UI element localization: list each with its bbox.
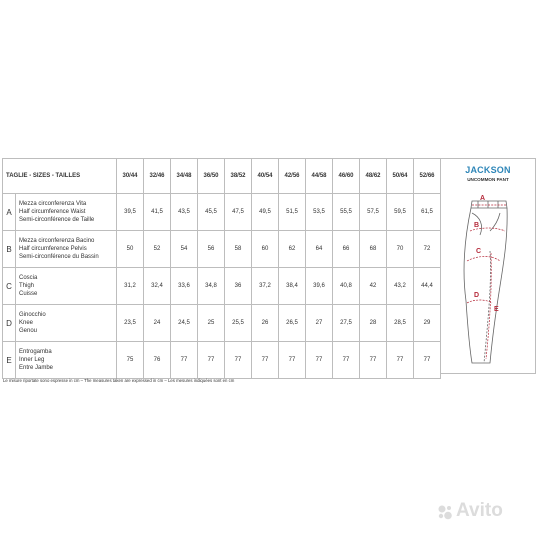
diagram-label-c: C <box>476 248 482 255</box>
table-cell: 77 <box>333 342 360 379</box>
row-description-line: Coscia <box>19 275 38 281</box>
table-header-label: TAGLIE - SIZES - TAILLES <box>3 159 117 194</box>
table-cell: 41,5 <box>144 194 171 231</box>
table-cell: 42 <box>360 268 387 305</box>
table-cell: 29 <box>414 305 441 342</box>
size-column-header: 46/60 <box>333 159 360 194</box>
table-cell: 77 <box>306 342 333 379</box>
size-column-header: 36/50 <box>198 159 225 194</box>
table-cell: 27 <box>306 305 333 342</box>
size-header-row <box>3 159 441 194</box>
table-cell: 37,2 <box>252 268 279 305</box>
table-cell: 77 <box>198 342 225 379</box>
table-cell: 54 <box>171 231 198 268</box>
table-row <box>3 342 441 379</box>
table-cell: 53,5 <box>306 194 333 231</box>
measurement-footnote: Le misure riportate sono espresse in cm – The measures taken are expressed in cm – Les mesures indiquées sont en cm <box>3 378 235 383</box>
size-column-header: 52/66 <box>414 159 441 194</box>
row-description <box>16 305 117 342</box>
table-cell: 76 <box>144 342 171 379</box>
table-cell: 77 <box>360 342 387 379</box>
table-cell: 47,5 <box>225 194 252 231</box>
table-cell: 59,5 <box>387 194 414 231</box>
table-cell: 55,5 <box>333 194 360 231</box>
table-cell: 33,6 <box>171 268 198 305</box>
table-cell: 31,2 <box>117 268 144 305</box>
row-description-line: Ginocchio <box>19 312 46 318</box>
size-column-header: 48/62 <box>360 159 387 194</box>
size-column-header: 38/52 <box>225 159 252 194</box>
table-row <box>3 305 441 342</box>
row-description <box>16 231 117 268</box>
size-column-header: 32/46 <box>144 159 171 194</box>
table-cell: 77 <box>171 342 198 379</box>
row-description-line: Knee <box>19 320 34 326</box>
size-column-header: 50/64 <box>387 159 414 194</box>
row-description-line: Entre Jambe <box>19 365 54 371</box>
row-description-line: Half circumference Pelvis <box>19 246 87 252</box>
table-cell: 66 <box>333 231 360 268</box>
row-description-line: Semi-circonférence de Taille <box>19 217 95 223</box>
row-description-line: Semi-circonférence du Bassin <box>19 254 99 260</box>
table-cell: 39,6 <box>306 268 333 305</box>
table-cell: 26,5 <box>279 305 306 342</box>
row-description-line: Thigh <box>19 283 35 289</box>
table-cell: 28 <box>360 305 387 342</box>
table-cell: 25 <box>198 305 225 342</box>
row-description <box>16 268 117 305</box>
row-description-line: Mezza circonferenza Vita <box>19 201 87 207</box>
table-cell: 43,2 <box>387 268 414 305</box>
row-letter: C <box>3 268 16 305</box>
brand-name: JACKSON <box>465 165 511 175</box>
diagram-label-b: B <box>474 222 480 229</box>
table-cell: 36 <box>225 268 252 305</box>
table-cell: 61,5 <box>414 194 441 231</box>
table-cell: 34,8 <box>198 268 225 305</box>
table-cell: 72 <box>414 231 441 268</box>
size-column-header: 42/56 <box>279 159 306 194</box>
table-cell: 77 <box>279 342 306 379</box>
table-cell: 26 <box>252 305 279 342</box>
table-cell: 49,5 <box>252 194 279 231</box>
table-cell: 60 <box>252 231 279 268</box>
product-diagram-panel <box>440 158 536 374</box>
table-cell: 45,5 <box>198 194 225 231</box>
size-column-header: 44/58 <box>306 159 333 194</box>
row-description-line: Inner Leg <box>19 357 45 363</box>
row-description-line: Genou <box>19 328 38 334</box>
table-cell: 25,5 <box>225 305 252 342</box>
size-column-header: 34/48 <box>171 159 198 194</box>
row-description <box>16 194 117 231</box>
size-column-header: 30/44 <box>117 159 144 194</box>
table-cell: 64 <box>306 231 333 268</box>
table-cell: 28,5 <box>387 305 414 342</box>
table-cell: 44,4 <box>414 268 441 305</box>
row-letter: B <box>3 231 16 268</box>
table-cell: 27,5 <box>333 305 360 342</box>
row-letter: A <box>3 194 16 231</box>
avito-watermark-text: Avito <box>456 500 503 521</box>
diagram-label-d: D <box>474 292 480 299</box>
table-cell: 52 <box>144 231 171 268</box>
diagram-label-e: E <box>494 306 499 313</box>
table-cell: 51,5 <box>279 194 306 231</box>
row-letter: D <box>3 305 16 342</box>
table-row <box>3 268 441 305</box>
table-row <box>3 194 441 231</box>
size-chart-table <box>2 158 441 379</box>
pant-diagram <box>450 191 526 371</box>
table-cell: 58 <box>225 231 252 268</box>
table-cell: 68 <box>360 231 387 268</box>
table-cell: 23,5 <box>117 305 144 342</box>
table-cell: 62 <box>279 231 306 268</box>
table-cell: 56 <box>198 231 225 268</box>
row-description-line: Entrogamba <box>19 349 52 355</box>
diagram-label-a: A <box>480 195 486 202</box>
table-cell: 24,5 <box>171 305 198 342</box>
brand-subtitle: UNCOMMON PANT <box>467 177 509 182</box>
row-letter: E <box>3 342 16 379</box>
table-cell: 77 <box>225 342 252 379</box>
avito-logo-icon <box>437 504 453 520</box>
table-cell: 50 <box>117 231 144 268</box>
table-cell: 57,5 <box>360 194 387 231</box>
row-description-line: Mezza circonferenza Bacino <box>19 238 95 244</box>
table-cell: 43,5 <box>171 194 198 231</box>
table-row <box>3 231 441 268</box>
table-cell: 70 <box>387 231 414 268</box>
table-cell: 39,5 <box>117 194 144 231</box>
size-column-header: 40/54 <box>252 159 279 194</box>
row-description-line: Cuisse <box>19 291 38 297</box>
table-cell: 40,8 <box>333 268 360 305</box>
table-cell: 77 <box>387 342 414 379</box>
table-cell: 24 <box>144 305 171 342</box>
table-cell: 77 <box>414 342 441 379</box>
row-description-line: Half circumference Waist <box>19 209 86 215</box>
row-description <box>16 342 117 379</box>
table-cell: 38,4 <box>279 268 306 305</box>
table-cell: 32,4 <box>144 268 171 305</box>
table-cell: 77 <box>252 342 279 379</box>
table-cell: 75 <box>117 342 144 379</box>
